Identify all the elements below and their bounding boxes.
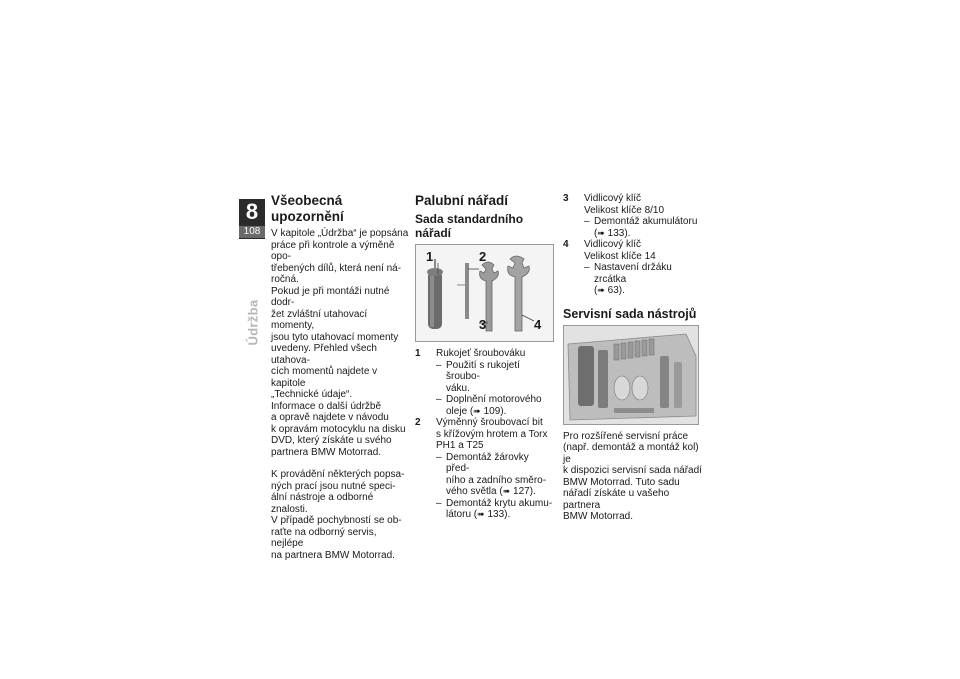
sub-item-text: Demontáž žárovky před- ního a zadního směro- vého světla bbox=[446, 451, 547, 497]
page-reference[interactable]: (➠ 133). bbox=[594, 227, 631, 239]
sub-item bbox=[436, 452, 553, 498]
callout-2: 2 bbox=[479, 249, 487, 264]
item-text: Vidlicový klíč Velikost klíče 14 bbox=[584, 239, 656, 262]
sub-item-ref-line bbox=[594, 285, 703, 297]
list-item bbox=[563, 239, 703, 297]
callout-3: 3 bbox=[479, 317, 487, 332]
page-reference-number: 133). bbox=[487, 509, 511, 520]
item-number: 2 bbox=[415, 417, 421, 428]
sub-item bbox=[436, 360, 553, 395]
page-reference-number: 63). bbox=[607, 285, 625, 296]
sub-item-text-with-ref bbox=[446, 394, 553, 417]
dash-icon: – bbox=[436, 451, 442, 463]
sub-item-text: Nastavení držáku zrcátka bbox=[594, 262, 672, 285]
dash-icon: – bbox=[436, 359, 442, 371]
callout-1: 1 bbox=[426, 249, 434, 264]
service-kit-illustration bbox=[564, 326, 698, 424]
page-reference-number: 127). bbox=[513, 486, 536, 497]
column-onboard-tools bbox=[415, 193, 553, 521]
arrow-right-icon: ➠ bbox=[597, 285, 605, 295]
page-reference[interactable]: (➠ 127). bbox=[499, 486, 536, 497]
item-text: Rukojeť šroubováku bbox=[436, 348, 526, 359]
list-item bbox=[415, 417, 553, 521]
list-item bbox=[563, 193, 703, 239]
item-number: 1 bbox=[415, 348, 421, 359]
arrow-right-icon: ➠ bbox=[502, 486, 511, 496]
section-heading-service-kit: Servisní sada nástrojů bbox=[563, 306, 697, 321]
sub-item bbox=[584, 262, 703, 297]
item-number: 4 bbox=[563, 239, 569, 250]
callout-4: 4 bbox=[534, 317, 542, 332]
item-text: Výměnný šroubovací bit s křížovým hrotem a Torx PH1 a T25 bbox=[436, 417, 548, 451]
dash-icon: – bbox=[436, 497, 442, 509]
dash-icon: – bbox=[584, 216, 590, 227]
sub-item bbox=[584, 216, 703, 239]
column-service-kit bbox=[563, 193, 703, 523]
arrow-right-icon: ➠ bbox=[473, 405, 481, 416]
subheading-standard-toolkit: Sada standardního nářadí bbox=[415, 212, 524, 240]
page-reference[interactable]: (➠ 133). bbox=[473, 509, 511, 520]
sub-item-text: Demontáž akumulátoru bbox=[594, 216, 698, 227]
dash-icon: – bbox=[436, 394, 442, 405]
section-heading-general: Všeobecná upozornění bbox=[271, 193, 344, 224]
list-item bbox=[415, 348, 553, 417]
arrow-right-icon: ➠ bbox=[597, 227, 605, 238]
sub-item bbox=[436, 394, 553, 417]
sub-item-text-with-ref bbox=[446, 452, 553, 498]
item-text: Vidlicový klíč Velikost klíče 8/10 bbox=[584, 193, 665, 216]
section-heading-onboard-tools: Palubní nářadí bbox=[415, 193, 509, 208]
page-reference-number: 133). bbox=[607, 227, 631, 239]
toolkit-figure bbox=[415, 244, 554, 342]
sub-item-ref-line bbox=[594, 228, 703, 240]
sub-item-text: Použití s rukojetí šroubo- váku. bbox=[446, 359, 520, 394]
sub-item-text: Demontáž krytu akumu- látoru bbox=[446, 497, 553, 520]
chapter-marker bbox=[239, 199, 265, 239]
sub-item bbox=[436, 498, 553, 521]
dash-icon: – bbox=[584, 262, 590, 273]
general-paragraph-2: K provádění některých popsa- ných prací jsou nutné speci- ální nástroje a odborné znalosti. V případě pochybností se ob- raťte na odborný servis, nejlépe na partnera BMW Motorrad. bbox=[271, 469, 405, 561]
sub-item-text-with-ref bbox=[446, 498, 553, 521]
page-reference[interactable]: (➠ 63). bbox=[594, 285, 625, 296]
sub-item-text: Doplnění motorového oleje bbox=[446, 394, 542, 417]
item-number: 3 bbox=[563, 193, 569, 204]
page-number: 108 bbox=[239, 226, 265, 238]
chapter-side-label: Údržba bbox=[245, 299, 261, 346]
service-kit-paragraph: Pro rozšířené servisní práce (např. demontáž a montáž kol) je k dispozici servisní sada nářadí BMW Motorrad. Tuto sadu nářadí získáte u vašeho partnera BMW Motorrad. bbox=[563, 430, 702, 522]
chapter-number: 8 bbox=[245, 199, 259, 224]
column-general-notes bbox=[271, 193, 411, 561]
page-reference[interactable]: (➠ 109). bbox=[469, 405, 507, 417]
general-paragraph-1: V kapitole „Údržba“ je popsána práce při kontrole a výměně opo- třebených dílů, která není ná- ročná. Pokud je při montáži nutné dodr- žet zvláštní utahovací momenty, jsou tyto utahovací momenty uvedeny. Přehled všech utahova- cích momentů najdete v kapitole „Technické údaje“. Informace o další údržbě a opravě najdete v návodu k opravám motocyklu na disku DVD, který získáte u svého partnera BMW Motorrad. bbox=[271, 228, 409, 458]
arrow-right-icon: ➠ bbox=[477, 509, 485, 519]
page-reference-number: 109). bbox=[483, 405, 507, 417]
service-kit-figure bbox=[563, 325, 699, 425]
